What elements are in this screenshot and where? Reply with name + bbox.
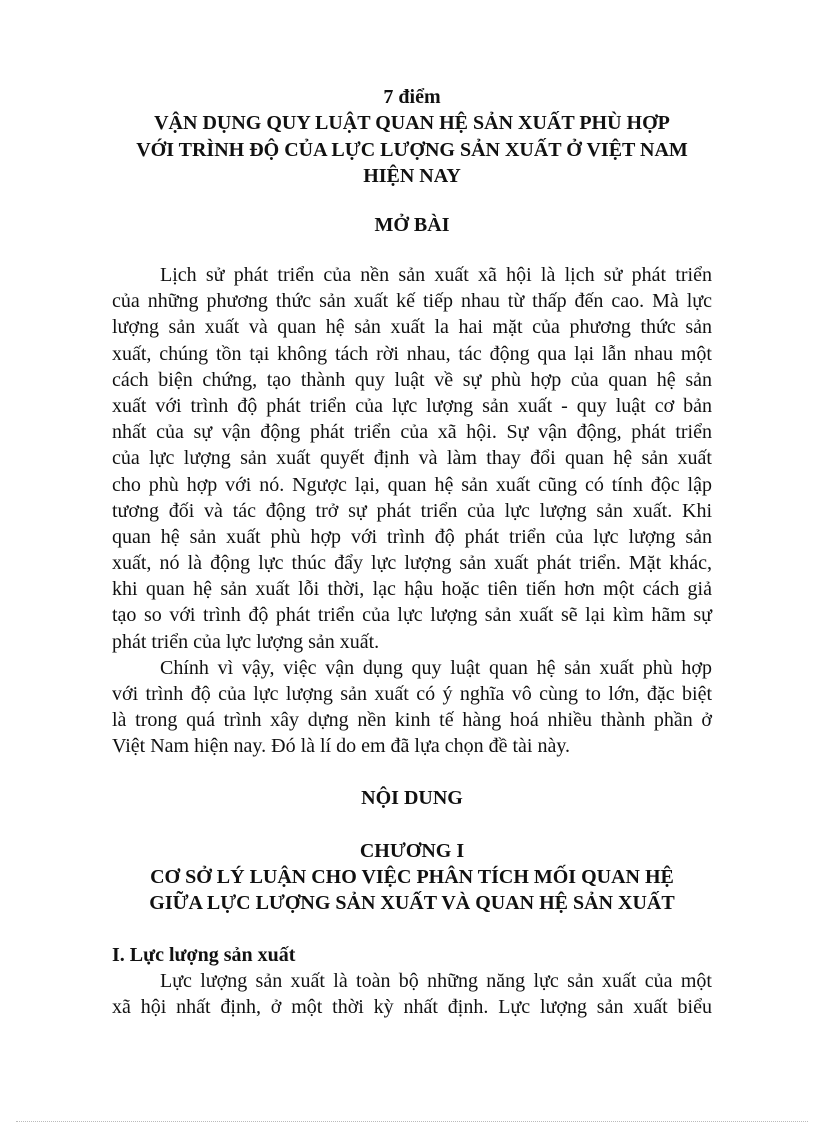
chapter-title-line: GIỮA LỰC LƯỢNG SẢN XUẤT VÀ QUAN HỆ SẢN XUẤT [149,892,675,914]
text-line: Chính vì vậy, việc vận dụng quy luật quan hệ sản xuất phù hợp [160,656,712,679]
text-line: là trong quá trình xây dựng nền kinh tế hàng hoá nhiều thành phần ở [112,709,712,732]
section-heading: I. Lực lượng sản xuất [112,944,296,966]
intro-paragraph-2 [112,655,712,760]
text-line: khi quan hệ sản xuất lỗi thời, lạc hậu hoặc tiên tiến hơn một cách giả [112,578,712,601]
text-line: Lịch sử phát triển của nền sản xuất xã hội là lịch sử phát triển [160,264,712,286]
text-line: xuất, chúng tồn tại không tách rời nhau, tác động qua lại lẫn nhau một [112,342,712,365]
text-line: cách biện chứng, tạo thành quy luật về sự phù hợp của quan hệ sản [112,368,712,391]
intro-paragraph-1 [112,262,712,655]
chapter-title-block [112,838,712,916]
text-line: xuất với trình độ phát triển của lực lượng sản xuất - quy luật cơ bản [112,394,712,417]
text-line: Lực lượng sản xuất là toàn bộ những năng lực sản xuất của một [160,970,712,993]
text-line: xuất, nó là động lực thúc đẩy lực lượng sản xuất phát triển. Mặt khác, [112,552,712,575]
title-line: VỚI TRÌNH ĐỘ CỦA LỰC LƯỢNG SẢN XUẤT Ở VIỆT NAM [136,138,688,161]
text-line: lượng sản xuất và quan hệ sản xuất la hai mặt của phương thức sản [112,316,712,339]
content-heading: NỘI DUNG [361,787,463,809]
page-bottom-border [16,1121,808,1122]
text-line: xã hội nhất định, ở một thời kỳ nhất định. Lực lượng sản xuất biểu [112,996,712,1019]
text-line: Việt Nam hiện nay. Đó là lí do em đã lựa chọn đề tài này. [112,735,571,758]
text-line: của những phương thức sản xuất kế tiếp nhau từ thấp đến cao. Mà lực [112,290,712,313]
chapter-title-line: CƠ SỞ LÝ LUẬN CHO VIỆC PHÂN TÍCH MỐI QUAN HỆ [150,866,674,888]
section-1 [112,942,712,1021]
title-line: HIỆN NAY [363,165,461,188]
intro-body [112,262,712,760]
chapter-label: CHƯƠNG I [359,840,465,862]
document-title-block [112,84,712,190]
text-line: của lực lượng sản xuất quyết định và làm thay đổi quan hệ sản xuất [112,447,712,470]
score-label: 7 điểm [383,86,441,108]
text-line: phát triển của lực lượng sản xuất. [112,630,380,653]
text-line: với trình độ của lực lượng sản xuất có ý nghĩa vô cùng to lớn, đặc biệt [112,683,712,705]
intro-heading: MỞ BÀI [374,214,450,236]
text-line: nhất của sự vận động phát triển của xã hội. Sự vận động, phát triển [112,421,712,444]
title-line: VẬN DỤNG QUY LUẬT QUAN HỆ SẢN XUẤT PHÙ HỢP [154,112,670,135]
text-line: tạo so với trình độ phát triển của lực lượng sản xuất sẽ lại kìm hãm sự [112,604,712,627]
text-line: tương đối và tác động trở sự phát triển của lực lượng sản xuất. Khi [112,499,712,522]
text-line: quan hệ sản xuất phù hợp với trình độ phát triển của lực lượng sản [112,525,712,548]
text-line: cho phù hợp với nó. Ngược lại, quan hệ sản xuất cũng có tính độc lập [112,473,712,496]
